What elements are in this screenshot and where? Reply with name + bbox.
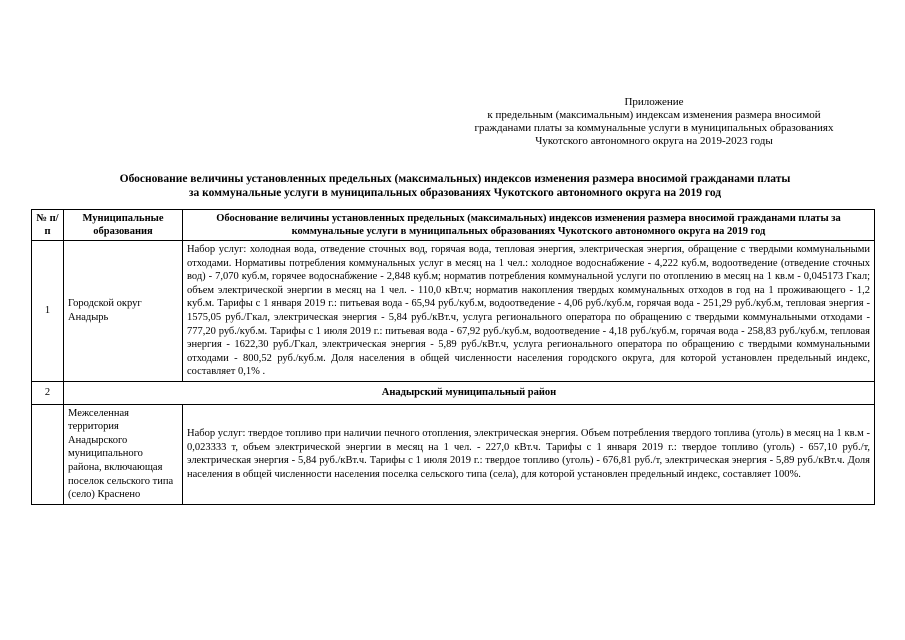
document-title-line-1: Обоснование величины установленных предельных (максимальных) индексов изменения размера вносимой гражданами платы <box>119 173 791 185</box>
row-justification: Набор услуг: холодная вода, отведение сточных вод, горячая вода, тепловая энергия, электрическая энергия, обращение с твердыми коммунальными отходами. Нормативы потребления коммунальных услуг в месяц на 1 чел.: холодное водоснабжение - 4,222 куб.м, водоотведение (отведение сточных вод) - 7,070 куб.м, горячее водоснабжение - 2,848 куб.м; норматив потребления коммунальной услуги по отоплению в месяц на 1 кв.м - 0,045173 Гкал; объем электрической энергии в месяц на 1 чел. - 110,0 кВт.ч; норматив накопления твердых коммунальных отходов в год на 1 проживающего - 1,2 куб.м. Тарифы с 1 января 2019 г.: питьевая вода - 65,94 руб./куб.м, водоотведение - 4,06 руб./куб.м, горячая вода - 251,29 руб./куб.м, тепловая энергия - 1575,05 руб./Гкал, электрическая энергия - 5,84 руб./кВт.ч, услуга регионального оператора по обращению с твердыми коммунальными отходами - 777,20 руб./куб.м. Тарифы с 1 июля 2019 г.: питьевая вода - 67,92 руб./куб.м, водоотведение - 4,18 руб./куб.м, горячая вода - 258,83 руб./куб.м, тепловая энергия - 1622,30 руб./Гкал, электрическая энергия - 5,89 руб./кВт.ч, услуга регионального оператора по обращению с твердыми коммунальными отходами - 800,52 руб./куб.м. Доля населения в общей численности населения городского округа, для которой установлен предельный индекс, составляет 0,1% . <box>183 241 875 382</box>
section-title: Анадырский муниципальный район <box>64 381 875 404</box>
section-num: 2 <box>32 381 64 404</box>
header-num: № п/п <box>32 210 64 241</box>
header-justification: Обоснование величины установленных предельных (максимальных) индексов изменения размера вносимой гражданами платы за коммунальные услуги в муниципальных образованиях Чукотского автономного округа на 2019 год <box>183 210 875 241</box>
document-title <box>60 172 850 200</box>
table-row <box>32 404 875 504</box>
appendix-line-4: Чукотского автономного округа на 2019-2023 годы <box>535 135 773 147</box>
row-municipality: Межселенная территория Анадырского муниципального района, включающая поселок сельского типа (село) Краснено <box>64 404 183 504</box>
header-municipality: Муниципальные образования <box>64 210 183 241</box>
section-row <box>32 381 875 404</box>
table-header-row <box>32 210 875 241</box>
row-num: 1 <box>32 241 64 382</box>
appendix-label: Приложение <box>624 96 684 108</box>
appendix-line-3: гражданами платы за коммунальные услуги в муниципальных образованиях <box>474 122 834 134</box>
row-municipality: Городской округ Анадырь <box>64 241 183 382</box>
table-row <box>32 241 875 382</box>
row-justification: Набор услуг: твердое топливо при наличии печного отопления, электрическая энергия. Объем потребления твердого топлива (уголь) в месяц на 1 кв.м - 0,023333 т, объем электрической энергии в месяц на 1 чел. - 227,0 кВт.ч. Тарифы с 1 января 2019 г.: твердое топливо (уголь) - 657,10 руб./т, электрическая энергия - 5,84 руб./кВт.ч. Тарифы с 1 июля 2019 г.: твердое топливо (уголь) - 676,81 руб./т, электрическая энергия - 5,89 руб./кВт.ч. Доля населения в общей численности населения поселка сельского типа (села), для которой установлен предельный индекс, составляет 100%. <box>183 404 875 504</box>
row-num-empty <box>32 404 64 504</box>
appendix-line-2: к предельным (максимальным) индексам изменения размера вносимой <box>487 109 821 121</box>
appendix-header <box>439 96 869 148</box>
document-title-line-2: за коммунальные услуги в муниципальных образованиях Чукотского автономного округа на 2019 год <box>188 187 722 199</box>
justification-table <box>31 209 875 505</box>
